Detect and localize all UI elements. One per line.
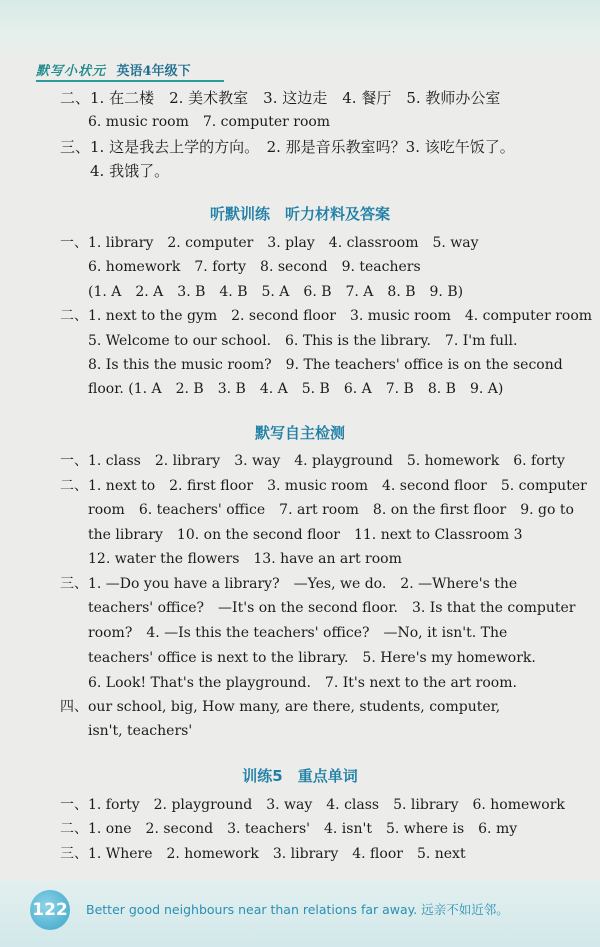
answer-line: 5. Welcome to our school. 6. This is the library. 7. I'm full. xyxy=(60,333,518,349)
answer-line: 二、1. 在二楼 2. 美术教室 3. 这边走 4. 餐厅 5. 教师办公室 xyxy=(60,89,501,107)
answer-line: 4. 我饿了。 xyxy=(60,162,170,180)
section-title-dictation-check: 默写自主检测 xyxy=(254,424,345,442)
answer-line: 6. Look! That's the playground. 7. It's next to the art room. xyxy=(60,675,517,691)
answer-line: 6. homework 7. forty 8. second 9. teachers xyxy=(60,259,421,275)
answer-line: 一、1. library 2. computer 3. play 4. classroom 5. way xyxy=(60,235,479,251)
answer-line: 6. music room 7. computer room xyxy=(60,114,331,130)
page-number-badge: 122 xyxy=(30,890,70,930)
section-title-listening: 听默训练 听力材料及答案 xyxy=(209,205,390,223)
answer-line: room? 4. —Is this the teachers' office? —No, it isn't. The xyxy=(60,625,508,641)
answer-line: 8. Is this the music room? 9. The teachers' office is on the second xyxy=(60,357,563,373)
answer-line: teachers' office? —It's on the second floor. 3. Is that the computer xyxy=(60,600,576,616)
running-header xyxy=(36,60,191,82)
answer-line: 12. water the flowers 13. have an art room xyxy=(60,551,402,567)
answer-line: 三、1. —Do you have a library? —Yes, we do. 2. —Where's the xyxy=(60,576,518,592)
answer-line: the library 10. on the second floor 11. next to Classroom 3 xyxy=(60,527,523,543)
header-subject: 英语4年级下 xyxy=(116,64,191,79)
answer-line: floor. (1. A 2. B 3. B 4. A 5. B 6. A 7. B 8. B 9. A) xyxy=(60,381,504,397)
answer-line: isn't, teachers' xyxy=(60,723,193,739)
answer-line: room 6. teachers' office 7. art room 8. on the first floor 9. go to xyxy=(60,502,574,518)
top-decoration xyxy=(0,0,600,62)
header-rule xyxy=(36,80,224,82)
answer-line: teachers' office is next to the library. 5. Here's my homework. xyxy=(60,650,536,666)
section-title-key-words: 训练5 重点单词 xyxy=(242,767,358,785)
header-brand: 默写小状元 xyxy=(36,64,107,79)
answer-line: 三、1. Where 2. homework 3. library 4. floor 5. next xyxy=(60,846,466,862)
answer-line: 二、1. one 2. second 3. teachers' 4. isn't 5. where is 6. my xyxy=(60,821,518,837)
footer-proverb: Better good neighbours near than relations far away. 远亲不如近邻。 xyxy=(86,902,509,917)
answer-line: 二、1. next to 2. first floor 3. music room 4. second floor 5. computer xyxy=(60,478,587,494)
answer-line: 三、1. 这是我去上学的方向。 2. 那是音乐教室吗？3. 该吃午饭了。 xyxy=(60,138,515,156)
answer-line: 二、1. next to the gym 2. second floor 3. music room 4. computer room xyxy=(60,308,593,324)
answer-line: 一、1. class 2. library 3. way 4. playground 5. homework 6. forty xyxy=(60,453,565,469)
answer-line: 一、1. forty 2. playground 3. way 4. class 5. library 6. homework xyxy=(60,797,565,813)
answer-line: (1. A 2. A 3. B 4. B 5. A 6. B 7. A 8. B 9. B) xyxy=(60,284,464,300)
answer-line: 四、our school, big, How many, are there, students, computer, xyxy=(60,699,501,715)
